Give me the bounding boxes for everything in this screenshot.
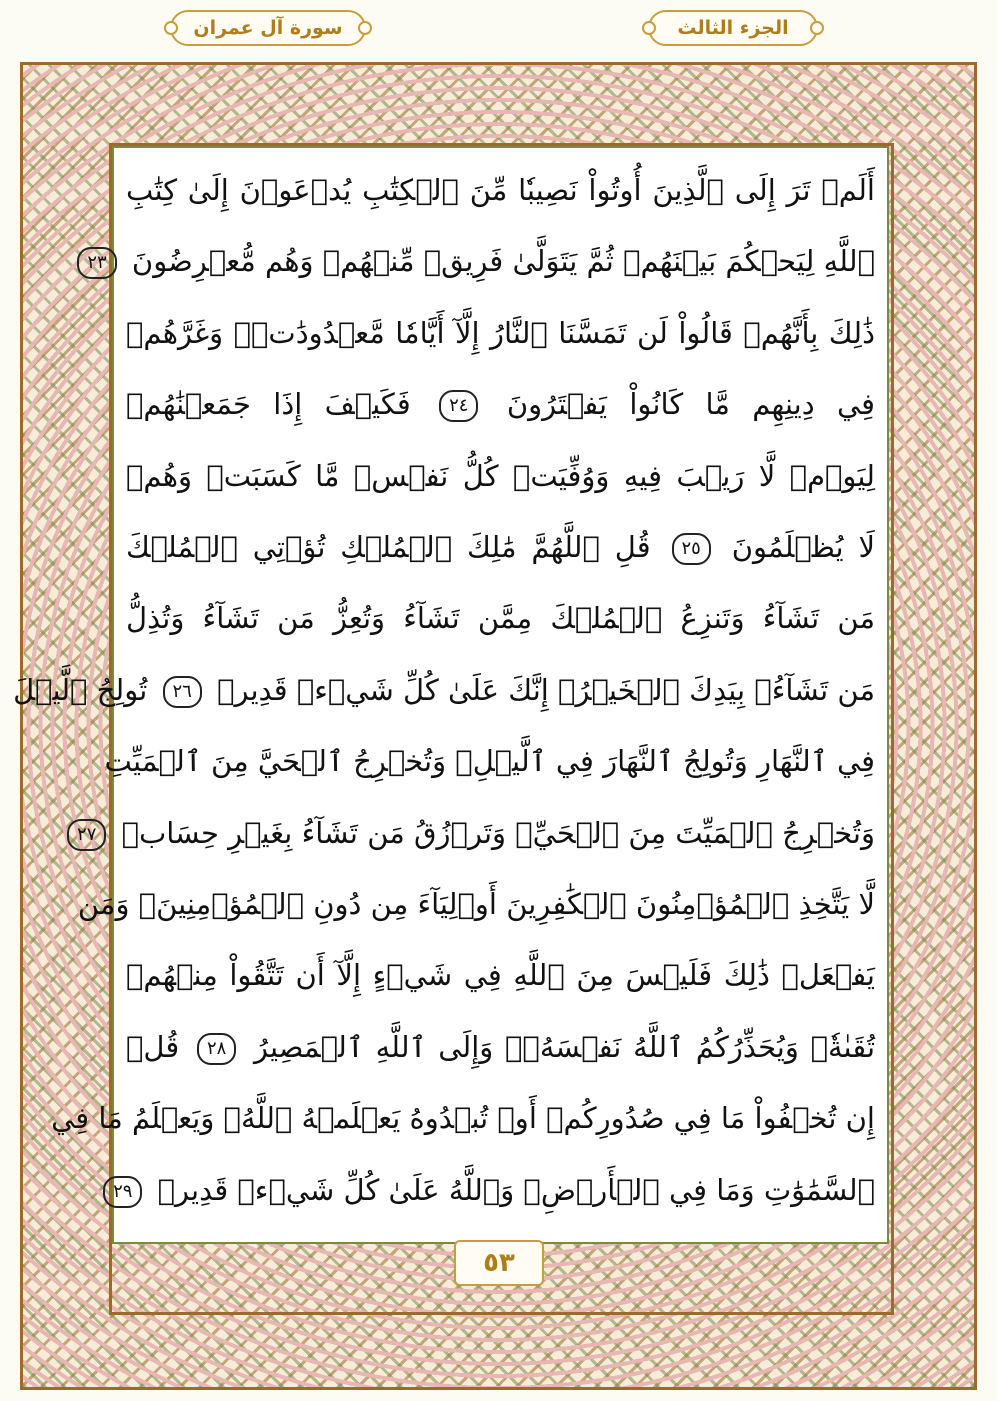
verse-text: وَتُخۡرِجُ ٱلۡمَيِّتَ مِنَ ٱلۡحَيِّۖ وَتَرۡزُقُ مَن تَشَآءُ بِغَيۡرِ حِسَابٖ [121,815,875,850]
juz-name: الجزء الثالث [677,17,789,39]
verse-text: ذَٰلِكَ بِأَنَّهُمۡ قَالُواْ لَن تَمَسَّنَا ٱلنَّارُ إِلَّآ أَيَّامٗا مَّعۡدُودَٰتٖۖ وَغَرَّهُمۡ [126,315,875,350]
verse-text: مَن تَشَآءُ وَتَنزِعُ ٱلۡمُلۡكَ مِمَّن تَشَآءُ وَتُعِزُّ مَن تَشَآءُ وَتُذِلُّ [126,601,875,636]
verse-text: تُقَىٰةٗۗ وَيُحَذِّرُكُمُ ٱللَّهُ نَفۡسَهُۥۗ وَإِلَى ٱللَّهِ ٱلۡمَصِيرُ [253,1029,876,1064]
text-line [104,733,875,789]
verse-number: ٢٨ [197,1033,236,1065]
text-line [77,805,875,861]
surah-name: سورة آل عمران [193,17,343,39]
verse-text: مَن تَشَآءُۖ بِيَدِكَ ٱلۡخَيۡرُۖ إِنَّكَ عَلَىٰ كُلِّ شَيۡءٖ قَدِيرٞ [217,672,875,707]
verse-text: إِن تُخۡفُواْ مَا فِي صُدُورِكُمۡ أَوۡ تُبۡدُوهُ يَعۡلَمۡهُ ٱللَّهُۗ وَيَعۡلَمُ مَا فِي [51,1101,875,1136]
text-line [126,947,875,1003]
verse-text: يَفۡعَلۡ ذَٰلِكَ فَلَيۡسَ مِنَ ٱللَّهِ فِي شَيۡءٍ إِلَّآ أَن تَتَّقُواْ مِنۡهُمۡ [126,958,875,993]
text-line [13,662,875,718]
text-panel [13,146,889,1244]
verse-text: ٱللَّهِ لِيَحۡكُمَ بَيۡنَهُمۡ ثُمَّ يَتَوَلَّىٰ فَرِيقٞ مِّنۡهُمۡ وَهُم مُّعۡرِضُونَ [131,244,875,279]
text-line [126,162,875,218]
verse-text: فِي ٱلنَّهَارِ وَتُولِجُ ٱلنَّهَارَ فِي ٱلَّيۡلِۖ وَتُخۡرِجُ ٱلۡحَيَّ مِنَ ٱلۡمَيِّتِ [104,744,875,779]
verse-text-continued: فَكَيۡفَ إِذَا جَمَعۡنَٰهُمۡ [126,387,411,422]
text-line [87,233,875,289]
text-line [126,305,875,361]
text-line [126,1019,875,1075]
text-line [113,1162,875,1218]
verse-text: أَلَمۡ تَرَ إِلَى ٱلَّذِينَ أُوتُواْ نَصِيبٗا مِّنَ ٱلۡكِتَٰبِ يُدۡعَوۡنَ إِلَىٰ كِتَٰبِ [126,173,875,207]
page-number: ٥٣ [483,1248,515,1278]
verse-text: ٱلسَّمَٰوَٰتِ وَمَا فِي ٱلۡأَرۡضِۗ وَٱللَّهُ عَلَىٰ كُلِّ شَيۡءٖ قَدِيرٞ [157,1172,875,1207]
text-line [77,876,875,932]
verse-text: لَّا يَتَّخِذِ ٱلۡمُؤۡمِنُونَ ٱلۡكَٰفِرِينَ أَوۡلِيَآءَ مِن دُونِ ٱلۡمُؤۡمِنِينَۖ وَمَن [77,887,875,921]
text-line [51,1090,875,1146]
text-line [126,448,875,504]
verse-number: ٢٧ [67,819,106,851]
verse-text-continued: قُلۡ [126,1029,180,1064]
text-line [126,376,875,432]
juz-header [648,10,818,46]
verse-text: فِي دِينِهِم مَّا كَانُواْ يَفۡتَرُونَ [506,387,876,422]
verse-text-continued: تُولِجُ ٱلَّيۡلَ [13,672,148,707]
verse-text: لِيَوۡمٖ لَّا رَيۡبَ فِيهِ وَوُفِّيَتۡ كُلُّ نَفۡسٖ مَّا كَسَبَتۡ وَهُمۡ [126,458,875,493]
page-number-box [454,1240,544,1286]
verse-text: لَا يُظۡلَمُونَ [731,530,876,564]
verse-number: ٢٥ [672,533,711,565]
verse-number: ٢٩ [103,1176,142,1208]
verse-number: ٢٦ [163,676,202,708]
text-line [126,590,875,646]
text-line [126,519,875,575]
verse-text-continued: قُلِ ٱللَّهُمَّ مَٰلِكَ ٱلۡمُلۡكِ تُؤۡتِي ٱلۡمُلۡكَ [126,530,651,564]
verse-number: ٢٣ [77,247,116,279]
verse-number: ٢٤ [439,390,478,422]
surah-name-header [170,10,366,46]
